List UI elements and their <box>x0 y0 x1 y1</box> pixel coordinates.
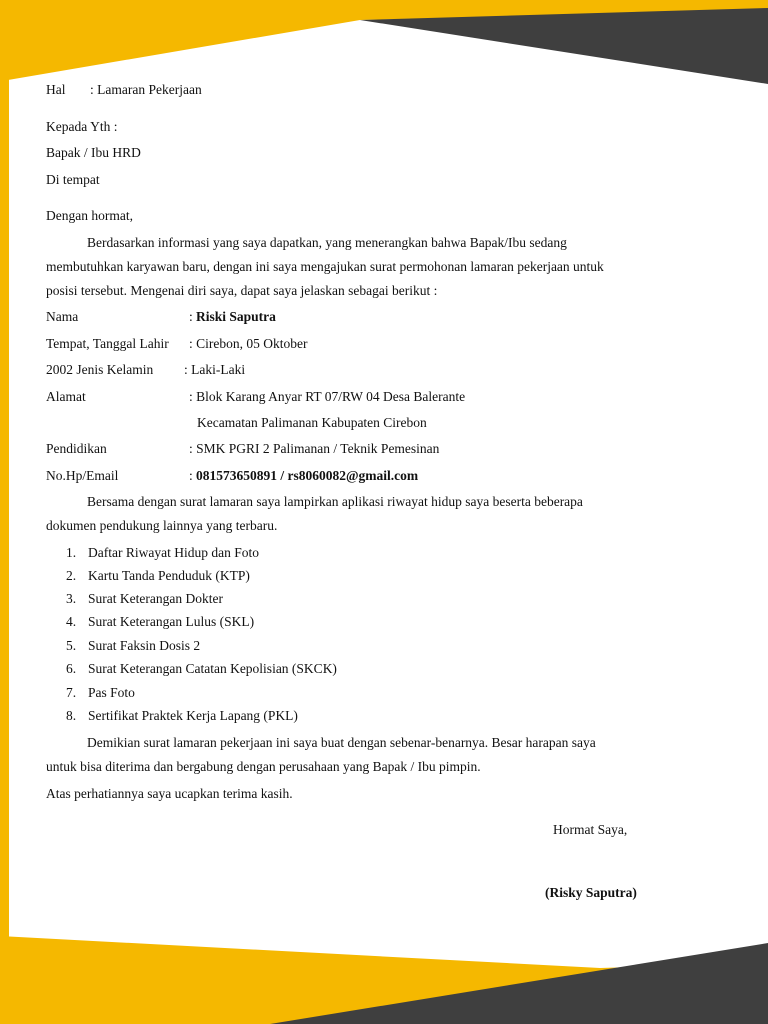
attach-intro-line-2: dokumen pendukung lainnya yang terbaru. <box>46 518 278 533</box>
list-item: Pas Foto <box>88 685 135 700</box>
list-item-number: 2. <box>66 568 77 583</box>
birth-value: : Cirebon, 05 Oktober <box>189 336 308 351</box>
name-label: Nama <box>46 309 79 324</box>
education-value: : SMK PGRI 2 Palimanan / Teknik Pemesinan <box>189 441 440 456</box>
address-line-2: Kecamatan Palimanan Kabupaten Cirebon <box>197 415 427 430</box>
address-label: Alamat <box>46 389 86 404</box>
list-item-number: 6. <box>66 661 77 676</box>
list-item-number: 5. <box>66 638 77 653</box>
birth-year-gender-label: 2002 Jenis Kelamin <box>46 362 154 377</box>
salutation: Hormat Saya, <box>553 822 628 837</box>
list-item-number: 3. <box>66 591 77 606</box>
intro-line-3: posisi tersebut. Mengenai diri saya, dapat saya jelaskan sebagai berikut : <box>46 283 438 298</box>
name-value: Riski Saputra <box>196 309 276 324</box>
thanks-line: Atas perhatiannya saya ucapkan terima kasih. <box>46 786 293 801</box>
recipient-line-3: Di tempat <box>46 172 100 187</box>
list-item: Surat Faksin Dosis 2 <box>88 638 201 653</box>
subject-value: : Lamaran Pekerjaan <box>90 82 202 97</box>
education-label: Pendidikan <box>46 441 107 456</box>
list-item: Daftar Riwayat Hidup dan Foto <box>88 545 259 560</box>
closing-line-1: Demikian surat lamaran pekerjaan ini saya buat dengan sebenar-benarnya. Besar harapan saya <box>87 735 596 750</box>
birth-label: Tempat, Tanggal Lahir <box>46 336 169 351</box>
top-right-dark-band <box>360 8 768 84</box>
contact-label: No.Hp/Email <box>46 468 119 483</box>
attach-intro-line-1: Bersama dengan surat lamaran saya lampirkan aplikasi riwayat hidup saya beserta beberapa <box>87 494 583 509</box>
greeting: Dengan hormat, <box>46 208 133 223</box>
gender-value: : Laki-Laki <box>184 362 246 377</box>
subject-label: Hal <box>46 82 66 97</box>
list-item-number: 8. <box>66 708 77 723</box>
list-item: Sertifikat Praktek Kerja Lapang (PKL) <box>88 708 298 723</box>
closing-line-2: untuk bisa diterima dan bergabung dengan perusahaan yang Bapak / Ibu pimpin. <box>46 759 481 774</box>
list-item: Kartu Tanda Penduduk (KTP) <box>88 568 250 583</box>
list-item: Surat Keterangan Lulus (SKL) <box>88 614 255 629</box>
left-yellow-edge <box>0 0 9 1024</box>
list-item-number: 7. <box>66 685 77 700</box>
list-item: Surat Keterangan Catatan Kepolisian (SKCK) <box>88 661 337 676</box>
list-item: Surat Keterangan Dokter <box>88 591 223 606</box>
list-item-number: 4. <box>66 614 77 629</box>
contact-value: 081573650891 / rs8060082@gmail.com <box>196 468 419 483</box>
recipient-line-2: Bapak / Ibu HRD <box>46 145 141 160</box>
list-item-number: 1. <box>66 545 77 560</box>
address-line-1: : Blok Karang Anyar RT 07/RW 04 Desa Balerante <box>189 389 466 404</box>
recipient-line-1: Kepada Yth : <box>46 119 118 134</box>
contact-separator: : <box>189 468 193 483</box>
name-separator: : <box>189 309 193 324</box>
intro-line-2: membutuhkan karyawan baru, dengan ini saya mengajukan surat permohonan lamaran pekerjaan untuk <box>46 259 604 274</box>
intro-line-1: Berdasarkan informasi yang saya dapatkan, yang menerangkan bahwa Bapak/Ibu sedang <box>87 235 567 250</box>
signature-name: (Risky Saputra) <box>545 885 637 900</box>
